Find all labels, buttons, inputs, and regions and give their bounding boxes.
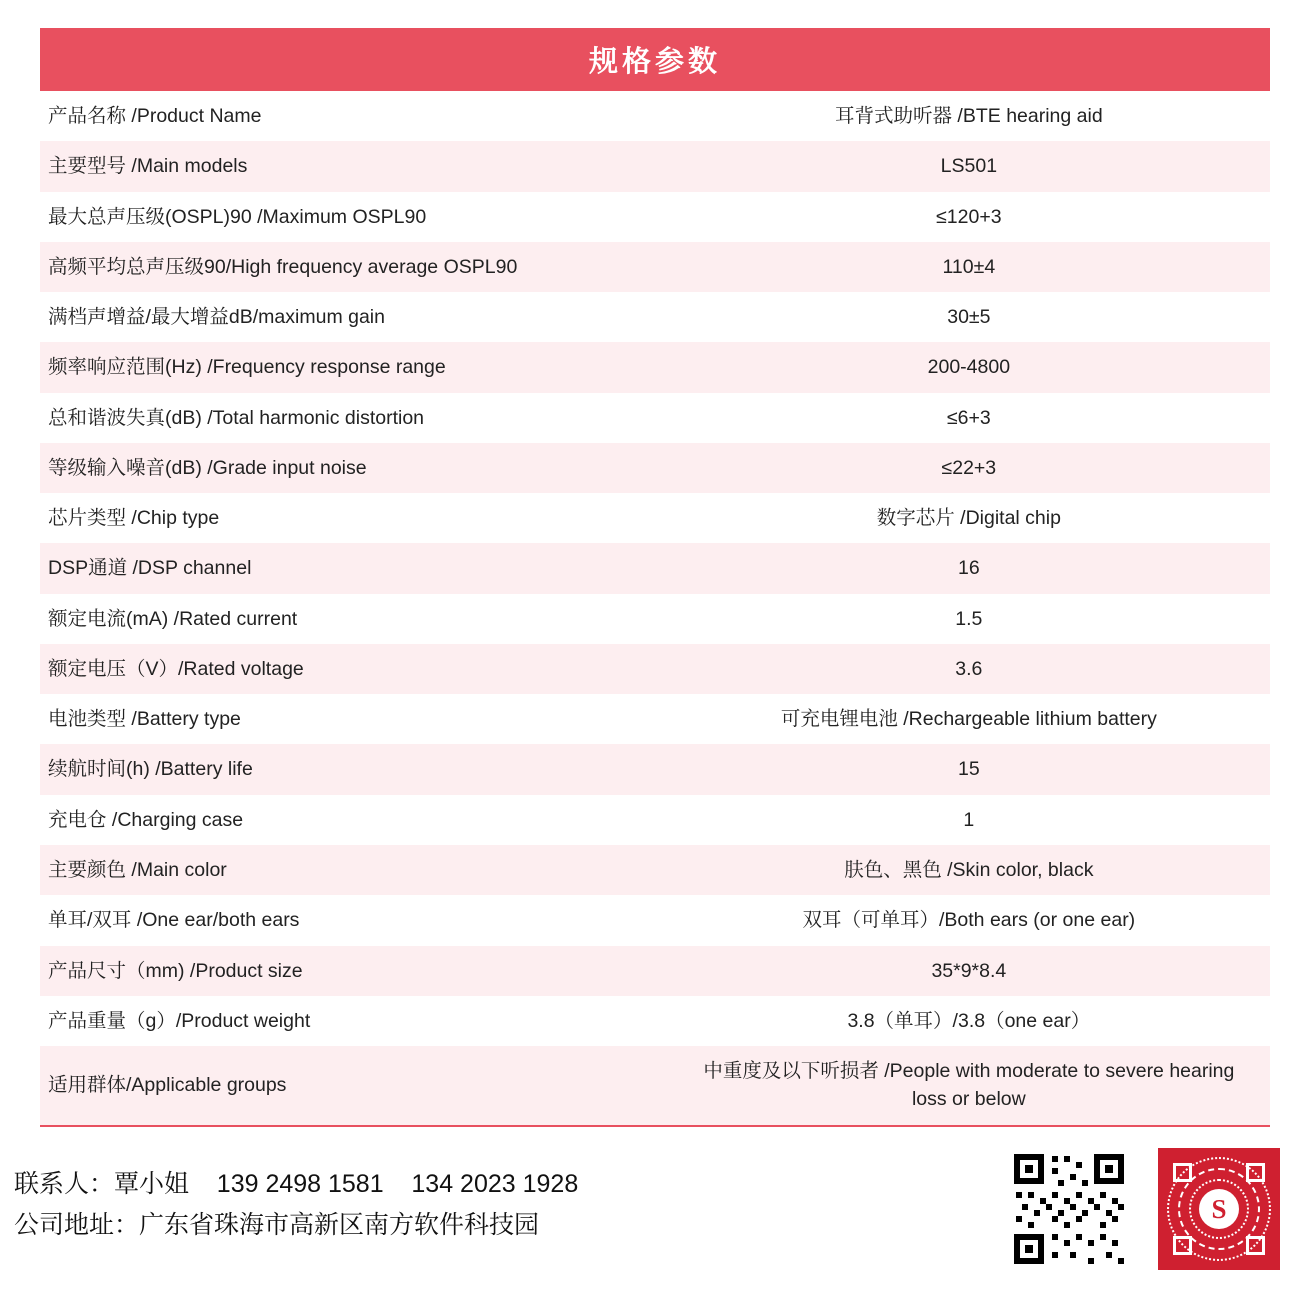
footer xyxy=(0,1136,1310,1296)
spec-label: 最大总声压级(OSPL)90 /Maximum OSPL90 xyxy=(48,205,427,228)
spec-label: 额定电流(mA) /Rated current xyxy=(48,607,298,630)
spec-label: 总和谐波失真(dB) /Total harmonic distortion xyxy=(48,406,425,429)
table-row xyxy=(40,342,1270,392)
spec-value: 15 xyxy=(958,758,980,781)
table-row xyxy=(40,443,1270,493)
table-row xyxy=(40,242,1270,292)
spec-value: 双耳（可单耳）/Both ears (or one ear) xyxy=(802,909,1136,932)
table-row xyxy=(40,292,1270,342)
spec-value: ≤22+3 xyxy=(941,456,997,479)
table-row xyxy=(40,946,1270,996)
spec-value: 数字芯片 /Digital chip xyxy=(876,507,1061,530)
qr-code-icon xyxy=(1008,1148,1130,1270)
spec-value: 可充电锂电池 /Rechargeable lithium battery xyxy=(780,708,1157,731)
spec-label: 电池类型 /Battery type xyxy=(48,708,241,731)
spec-label: 产品尺寸（mm) /Product size xyxy=(48,959,303,982)
contact-block xyxy=(14,1164,578,1247)
spec-label: DSP通道 /DSP channel xyxy=(48,557,252,580)
table-row xyxy=(40,192,1270,242)
table-row xyxy=(40,543,1270,593)
spec-label: 主要颜色 /Main color xyxy=(48,858,227,881)
spec-value: 3.8（单耳）/3.8（one ear） xyxy=(847,1009,1091,1032)
spec-value: 30±5 xyxy=(947,306,991,329)
spec-value: LS501 xyxy=(940,155,998,178)
spec-label: 单耳/双耳 /One ear/both ears xyxy=(48,909,300,932)
spec-label: 频率响应范围(Hz) /Frequency response range xyxy=(48,356,446,379)
spec-label: 主要型号 /Main models xyxy=(48,155,248,178)
spec-label: 等级输入噪音(dB) /Grade input noise xyxy=(48,456,367,479)
spec-value: 耳背式助听器 /BTE hearing aid xyxy=(835,105,1103,127)
wechat-qr-code-icon xyxy=(1158,1148,1280,1270)
table-row xyxy=(40,744,1270,794)
spec-sheet xyxy=(0,28,1310,1296)
spec-label: 额定电压（V）/Rated voltage xyxy=(48,657,304,680)
table-row xyxy=(40,1046,1270,1126)
spec-value: ≤6+3 xyxy=(946,406,991,429)
table-row xyxy=(40,91,1270,141)
table-row xyxy=(40,393,1270,443)
spec-label: 充电仓 /Charging case xyxy=(48,808,244,831)
table-row xyxy=(40,493,1270,543)
table-row xyxy=(40,644,1270,694)
contact-person-line: 联系人：覃小姐 139 2498 1581 134 2023 1928 xyxy=(14,1170,579,1198)
page-title: 规格参数 xyxy=(588,46,721,78)
spec-label: 产品重量（g）/Product weight xyxy=(48,1009,311,1032)
spec-value: 110±4 xyxy=(942,255,996,278)
spec-value: 16 xyxy=(958,557,980,580)
table-row xyxy=(40,694,1270,744)
spec-label: 续航时间(h) /Battery life xyxy=(48,758,253,781)
spec-value: 中重度及以下听损者 /People with moderate to severe hearing loss or below xyxy=(692,1046,1270,1126)
table-row xyxy=(40,795,1270,845)
spec-value: 35*9*8.4 xyxy=(931,959,1007,982)
spec-value: 1 xyxy=(963,808,975,831)
table-row xyxy=(40,141,1270,191)
brand-logo-letter: S xyxy=(1199,1189,1239,1229)
spec-value: 200-4800 xyxy=(927,356,1011,379)
spec-label: 满档声增益/最大增益dB/maximum gain xyxy=(48,306,385,329)
spec-value: 3.6 xyxy=(955,657,983,680)
table-row xyxy=(40,996,1270,1046)
company-address-line: 公司地址：广东省珠海市高新区南方软件科技园 xyxy=(14,1211,540,1240)
spec-value: ≤120+3 xyxy=(936,205,1002,228)
spec-label: 产品名称 /Product Name xyxy=(48,105,262,127)
spec-value: 1.5 xyxy=(955,607,983,630)
table-row xyxy=(40,845,1270,895)
specification-table xyxy=(40,91,1270,1127)
spec-value: 肤色、黑色 /Skin color, black xyxy=(844,858,1094,881)
table-row xyxy=(40,895,1270,945)
spec-title-bar xyxy=(40,28,1270,91)
spec-label: 高频平均总声压级90/High frequency average OSPL90 xyxy=(48,255,518,278)
spec-label: 适用群体/Applicable groups xyxy=(40,1046,692,1126)
table-row xyxy=(40,594,1270,644)
spec-label: 芯片类型 /Chip type xyxy=(48,507,220,530)
